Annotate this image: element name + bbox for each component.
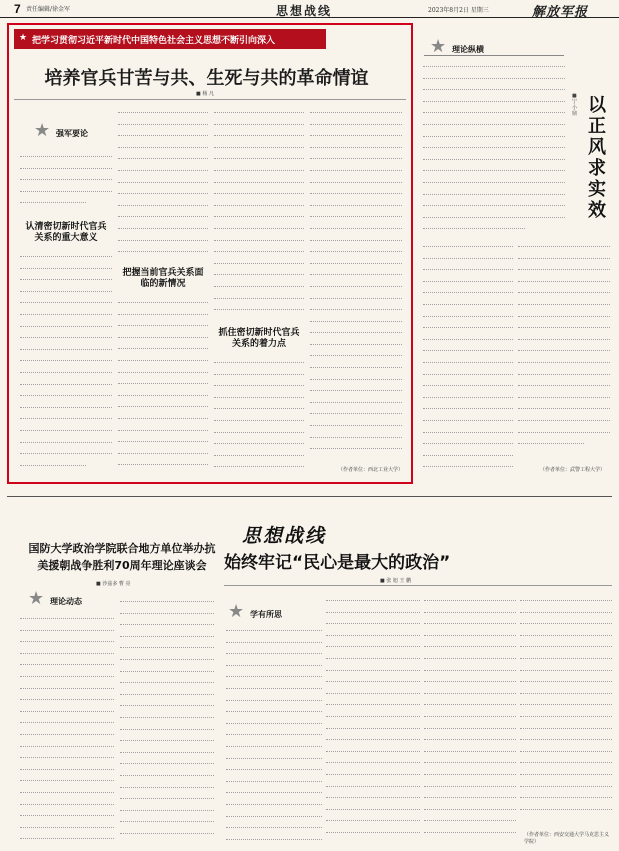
editor-credit: 责任编辑/徐金军 — [26, 6, 71, 13]
essay-title: 始终牢记“民心是最大的政治” — [224, 553, 451, 573]
star-icon: ★ — [19, 33, 28, 43]
commentary-lead — [423, 60, 565, 235]
article-title: 培养官兵甘苦与共、生死与共的革命情谊 — [44, 68, 369, 89]
article-footer: （作者单位：西北工业大学） — [338, 467, 404, 473]
column-4 — [310, 106, 402, 462]
essay-byline: ■ 张 旭 王 鹏 — [380, 578, 412, 584]
subhead-1: 认清密切新时代官兵关系的重大意义 — [25, 222, 107, 243]
column-3a — [214, 106, 304, 322]
commentary-col-2 — [518, 240, 610, 456]
essay-footer: （作者单位：西安交通大学马克思主义学院） — [524, 832, 610, 845]
masthead-logo: 解放军报 — [532, 5, 589, 20]
brush-calligraphy: 思想战线 — [242, 525, 327, 547]
column-1b — [20, 250, 112, 475]
commentary-footer: （作者单位：武警工程大学） — [540, 467, 606, 473]
article-byline: ■ 杨 凡 — [196, 91, 214, 97]
column-2b — [118, 296, 208, 476]
article-banner — [14, 29, 326, 49]
commentary-byline: ■ 宁小鼎 — [572, 93, 578, 117]
news-col-2 — [120, 595, 214, 847]
column-2a — [118, 106, 208, 262]
news-byline: ■ 沙兹多 曹 亮 — [96, 581, 131, 587]
section-name: 思想战线 — [276, 4, 333, 18]
news-title: 国防大学政治学院联合地方单位举办抗美援朝战争胜利70周年理论座谈会 — [28, 542, 216, 572]
column-1a — [20, 150, 112, 210]
essay-col-4 — [520, 594, 612, 826]
essay-col-1 — [226, 624, 322, 848]
commentary-col-1 — [423, 240, 513, 478]
subhead-2: 把握当前官兵关系面临的新情况 — [122, 268, 204, 289]
essay-col-3 — [424, 594, 516, 848]
page-number: 7 — [14, 2, 21, 16]
banner-text: 把学习贯彻习近平新时代中国特色社会主义思想不断引向深入 — [32, 36, 276, 46]
section-label-llzh: ★ 理论纵横 — [452, 44, 484, 55]
section-label-qjyl: ★ 强军要论 — [56, 128, 88, 139]
section-label-xyss: ★ 学有所思 — [250, 609, 282, 620]
section-label-lldt: ★ 理论动态 — [50, 596, 82, 607]
essay-col-2 — [326, 594, 420, 848]
news-col-1 — [20, 612, 114, 848]
page-header — [0, 0, 619, 18]
column-3b — [214, 356, 304, 476]
issue-date: 2023年8月2日 星期三 — [428, 7, 489, 14]
commentary-title: 以正风求实效 — [588, 95, 606, 221]
subhead-3: 抓住密切新时代官兵关系的着力点 — [218, 328, 300, 349]
